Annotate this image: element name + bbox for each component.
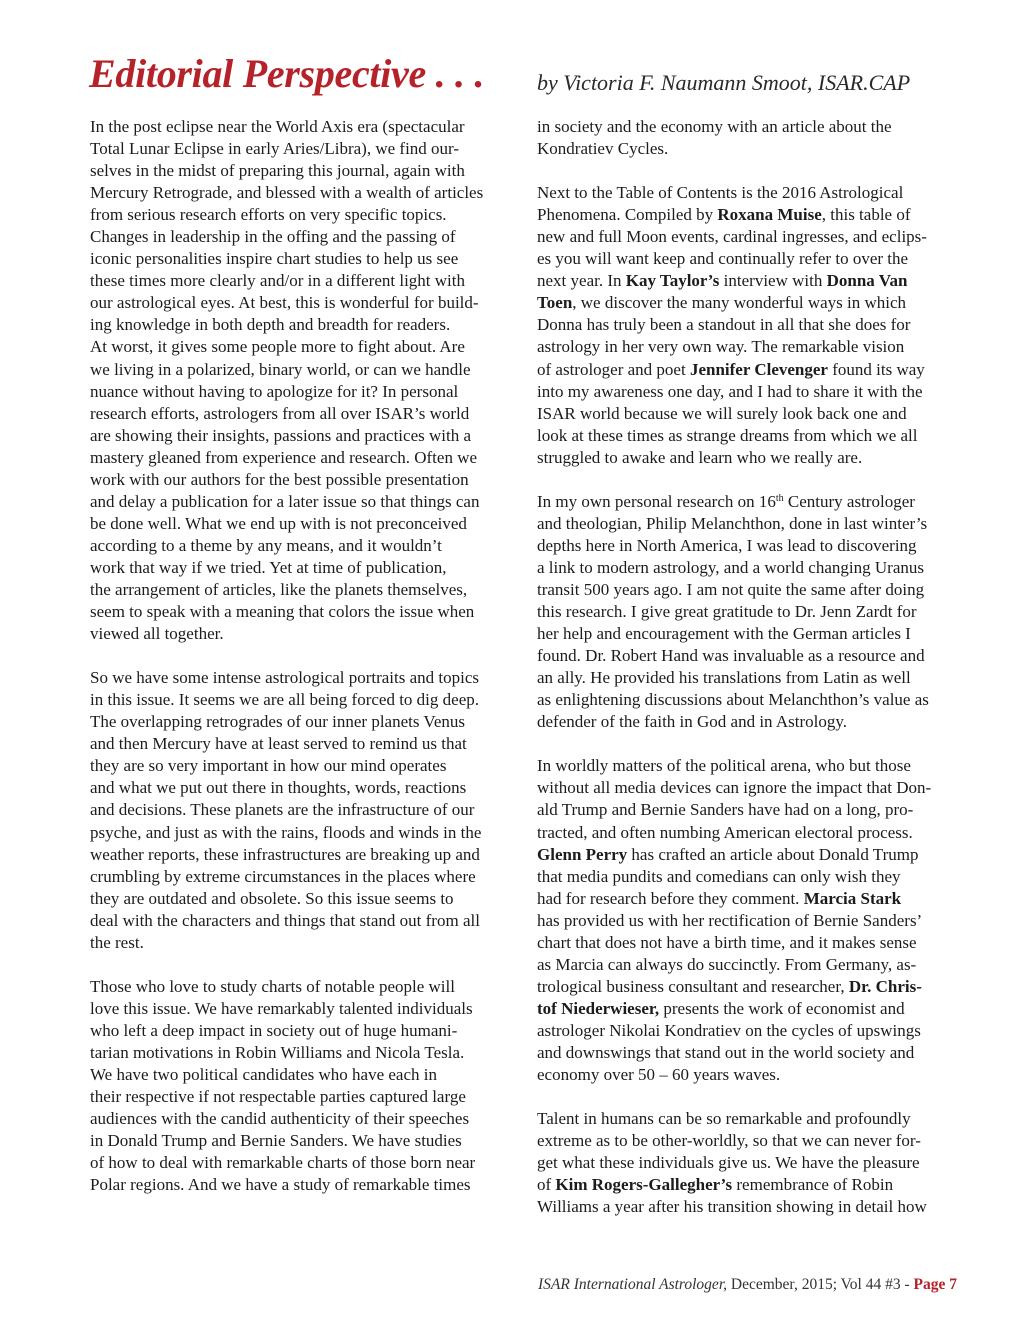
text-line: Polar regions. And we have a study of remarkable times (90, 1175, 471, 1195)
text-line: astrologer Nikolai Kondratiev on the cycles of upswings (537, 1020, 921, 1040)
text-line: the arrangement of articles, like the planets themselves, (90, 579, 468, 599)
text-line: a link to modern astrology, and a world changing Uranus (537, 557, 924, 577)
text-line: next year. In Kay Taylor’s interview with Donna Van (537, 271, 908, 291)
text-line: work that way if we tried. Yet at time of publication, (90, 557, 447, 577)
issue-info: December, 2015; Vol 44 #3 - (727, 1276, 914, 1293)
text-line: and theologian, Philip Melanchthon, done in last winter’s (537, 513, 928, 533)
text-line: In my own personal research on 16th Century astrologer (537, 491, 915, 511)
text-line: of how to deal with remarkable charts of those born near (90, 1153, 476, 1173)
page-footer (538, 1276, 957, 1294)
text-line: tarian motivations in Robin Williams and Nicola Tesla. (90, 1042, 465, 1062)
text-line: and delay a publication for a later issue so that things can (90, 491, 480, 511)
text-line: we living in a polarized, binary world, or can we handle (90, 359, 471, 379)
page-number: Page 7 (913, 1276, 957, 1293)
text-line: Toen, we discover the many wonderful ways in which (537, 293, 907, 313)
author-name: Kim Rogers-Gallegher’s (555, 1175, 733, 1195)
right-column (537, 116, 969, 1218)
text-line: and downswings that stand out in the world society and (537, 1042, 915, 1062)
text-line: Total Lunar Eclipse in early Aries/Libra), we find our- (90, 139, 460, 159)
author-name: Donna Van (826, 271, 908, 291)
text-line: iconic personalities inspire chart studies to help us see (90, 249, 459, 269)
page-title: Editorial Perspective . . . (89, 51, 485, 96)
text-line: get what these individuals give us. We have the pleasure (537, 1153, 920, 1173)
text-line: Those who love to study charts of notable people will (90, 976, 455, 996)
text-line: extreme as to be other-worldly, so that we can never for- (537, 1131, 921, 1151)
text-line: from serious research efforts on very specific topics. (90, 205, 447, 225)
text-line: research efforts, astrologers from all over ISAR’s world (90, 403, 470, 423)
text-line: and then Mercury have at least served to remind us that (90, 734, 467, 754)
text-line: work with our authors for the best possible presentation (90, 469, 469, 489)
text-line: tracted, and often numbing American electoral process. (537, 822, 913, 842)
text-line: has provided us with her rectification of Bernie Sanders’ (537, 910, 923, 930)
text-line: viewed all together. (90, 624, 224, 644)
text-line: economy over 50 – 60 years waves. (537, 1065, 781, 1085)
text-line: according to a theme by any means, and it wouldn’t (90, 535, 442, 555)
text-line: deal with the characters and things that stand out from all (90, 910, 480, 930)
text-line: as enlightening discussions about Melanchthon’s value as (537, 690, 929, 710)
author-name: Roxana Muise (717, 205, 822, 225)
text-line: and what we put out there in thoughts, words, reactions (90, 778, 467, 798)
text-line: Williams a year after his transition showing in detail how (537, 1197, 927, 1217)
text-line: astrology in her very own way. The remarkable vision (537, 337, 905, 357)
paragraph (537, 755, 969, 1086)
text-line: her help and encouragement with the German articles I (537, 624, 911, 644)
text-line: of Kim Rogers-Gallegher’s remembrance of Robin (537, 1175, 894, 1195)
text-line: as Marcia can always do succinctly. From Germany, as- (537, 954, 917, 974)
text-line: ISAR world because we will surely look back one and (537, 403, 907, 423)
text-line: the rest. (90, 932, 144, 952)
paragraph (90, 976, 522, 1196)
paragraph (90, 116, 522, 645)
text-line: our astrological eyes. At best, this is wonderful for build- (90, 293, 479, 313)
author-byline: by Victoria F. Naumann Smoot, ISAR.CAP (537, 70, 911, 95)
paragraph (537, 182, 969, 469)
publication-name: ISAR International Astrologer, (538, 1276, 728, 1293)
text-line: Phenomena. Compiled by Roxana Muise, this table of (537, 205, 911, 225)
text-line: be done well. What we end up with is not preconceived (90, 513, 467, 533)
text-line: The overlapping retrogrades of our inner planets Venus (90, 712, 465, 732)
text-line: Changes in leadership in the offing and the passing of (90, 227, 456, 247)
text-line: these times more clearly and/or in a different light with (90, 271, 465, 291)
text-line: are showing their insights, passions and practices with a (90, 425, 472, 445)
paragraph (537, 116, 969, 160)
text-line: love this issue. We have remarkably talented individuals (90, 998, 473, 1018)
text-line: At worst, it gives some people more to fight about. Are (90, 337, 465, 357)
paragraph (537, 1108, 969, 1218)
text-line: into my awareness one day, and I had to share it with the (537, 381, 923, 401)
left-column (90, 116, 522, 1196)
author-name: Jennifer Clevenger (689, 359, 828, 379)
author-name: Toen (537, 293, 573, 313)
text-line: struggled to awake and learn who we really are. (537, 447, 863, 467)
text-line: they are outdated and obsolete. So this issue seems to (90, 888, 454, 908)
text-line: that media pundits and comedians can only wish they (537, 866, 901, 886)
author-name: Glenn Perry (537, 844, 628, 864)
text-line: trological business consultant and researcher, Dr. Chris- (537, 976, 922, 996)
text-line: mastery gleaned from experience and research. Often we (90, 447, 478, 467)
article-header (89, 50, 969, 100)
author-name: Marcia Stark (803, 888, 902, 908)
text-line: depths here in North America, I was lead to discovering (537, 535, 917, 555)
text-line: So we have some intense astrological portraits and topics (90, 668, 480, 688)
paragraph (537, 491, 969, 734)
text-line: look at these times as strange dreams from which we all (537, 425, 918, 445)
text-line: of astrologer and poet Jennifer Clevenger found its way (537, 359, 925, 379)
text-line: in society and the economy with an article about the (537, 117, 892, 136)
text-line: crumbling by extreme circumstances in the places where (90, 866, 476, 886)
text-line: selves in the midst of preparing this journal, again with (90, 161, 465, 181)
text-line: In worldly matters of the political arena, who but those (537, 756, 911, 776)
text-line: Donna has truly been a standout in all that she does for (537, 315, 911, 335)
text-line: their respective if not respectable parties captured large (90, 1087, 466, 1107)
text-line: nuance without having to apologize for it? In personal (90, 381, 459, 401)
text-line: Mercury Retrograde, and blessed with a wealth of articles (90, 183, 484, 203)
text-line: In the post eclipse near the World Axis era (spectacular (90, 117, 465, 136)
text-line: ing knowledge in both depth and breadth for readers. (90, 315, 451, 335)
text-line: found. Dr. Robert Hand was invaluable as a resource and (537, 646, 925, 666)
text-line: in this issue. It seems we are all being forced to dig deep. (90, 690, 479, 710)
text-line: they are so very important in how our mind operates (90, 756, 447, 776)
text-line: Glenn Perry has crafted an article about Donald Trump (537, 844, 919, 864)
author-name: Kay Taylor’s (625, 271, 720, 291)
text-line: Kondratiev Cycles. (537, 139, 669, 159)
text-line: in Donald Trump and Bernie Sanders. We have studies (90, 1131, 462, 1151)
text-line: without all media devices can ignore the impact that Don- (537, 778, 932, 798)
text-line: had for research before they comment. Marcia Stark (537, 888, 902, 908)
text-line: tof Niederwieser, presents the work of economist and (537, 998, 905, 1018)
text-line: audiences with the candid authenticity of their speeches (90, 1109, 470, 1129)
text-line: who left a deep impact in society out of huge humani- (90, 1020, 458, 1040)
author-name: tof Niederwieser, (537, 998, 660, 1018)
author-name: Dr. Chris- (848, 976, 922, 996)
text-line: defender of the faith in God and in Astrology. (537, 712, 848, 732)
text-line: es you will want keep and continually refer to over the (537, 249, 909, 269)
text-line: this research. I give great gratitude to Dr. Jenn Zardt for (537, 602, 917, 622)
text-line: seem to speak with a meaning that colors the issue when (90, 602, 475, 622)
text-line: new and full Moon events, cardinal ingresses, and eclips- (537, 227, 927, 247)
text-line: We have two political candidates who have each in (90, 1065, 437, 1085)
text-line: and decisions. These planets are the infrastructure of our (90, 800, 475, 820)
text-line: ald Trump and Bernie Sanders have had on a long, pro- (537, 800, 914, 820)
text-line: Talent in humans can be so remarkable and profoundly (537, 1109, 911, 1129)
text-line: chart that does not have a birth time, and it makes sense (537, 932, 917, 952)
paragraph (90, 667, 522, 954)
text-line: Next to the Table of Contents is the 2016 Astrological (537, 183, 904, 203)
text-line: an ally. He provided his translations from Latin as well (537, 668, 911, 688)
text-line: weather reports, these infrastructures are breaking up and (90, 844, 480, 864)
text-line: psyche, and just as with the rains, floods and winds in the (90, 822, 482, 842)
text-line: transit 500 years ago. I am not quite the same after doing (537, 579, 925, 599)
